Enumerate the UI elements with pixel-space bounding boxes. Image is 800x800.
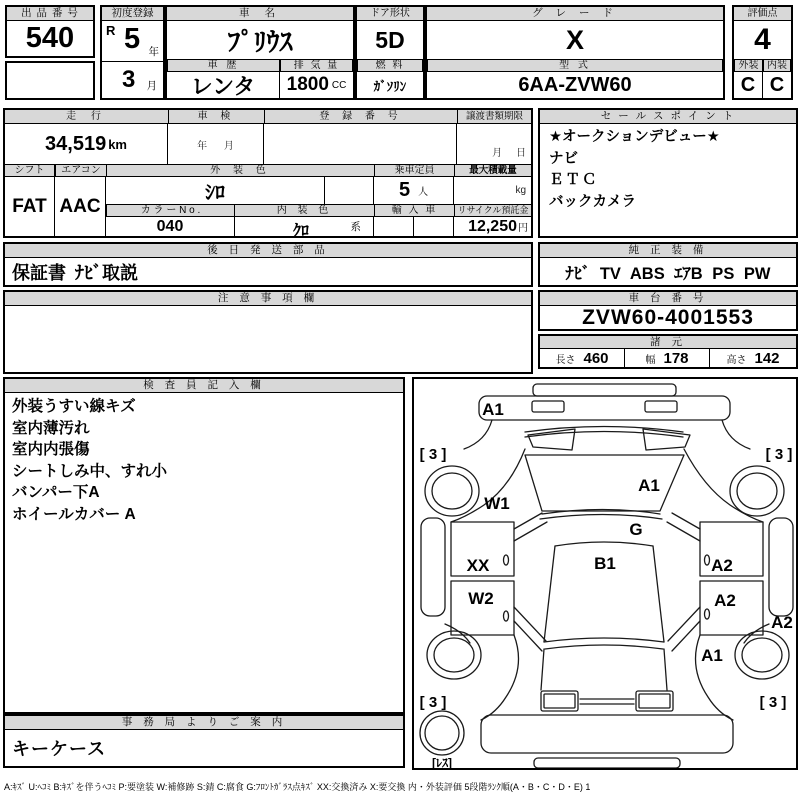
history-label: 車 歴 (167, 59, 280, 72)
dim-length-label: 長さ (555, 354, 576, 366)
oem-equipment-title: 純 正 装 備 (540, 244, 796, 258)
taillight-right-inner (639, 694, 670, 708)
door-shape-label: ドア形状 (357, 7, 423, 21)
first-registration-label: 初度登録 (102, 7, 163, 21)
shift-value: FAT (5, 177, 55, 236)
windshield (525, 455, 684, 511)
cowl-line (542, 510, 660, 515)
exterior-grade-value: C (734, 72, 763, 98)
taillight-left-inner (544, 694, 575, 708)
dim-length-value: 460 (583, 349, 609, 367)
tire-depth-label: [ 3 ] (765, 446, 793, 463)
history-value: レンタ (167, 72, 280, 98)
c-pillar-right-2 (672, 621, 700, 651)
recycle-deposit-value: 12,250 (468, 217, 517, 235)
lot-number-box (5, 5, 95, 58)
dim-width-label: 幅 (645, 354, 656, 366)
imported-cell-1 (374, 217, 414, 236)
damage-mark-W2: W2 (468, 589, 494, 608)
dimensions-box (538, 334, 798, 369)
displacement-value: 1800 (286, 74, 329, 95)
transfer-deadline-value: 月 日 (492, 148, 526, 159)
dimensions-title: 諸 元 (540, 336, 796, 349)
rear-window-edge (544, 638, 664, 642)
transfer-deadline-label: 譲渡書類期限 (457, 109, 532, 124)
dim-height-value: 142 (754, 349, 780, 367)
a-pillar-right-2 (667, 522, 700, 541)
damage-mark-W1: W1 (484, 494, 510, 513)
model-code-value: 6AA-ZVW60 (518, 73, 632, 96)
score-label: 評価点 (734, 7, 791, 21)
chassis-no-value: ZVW60-4001553 (582, 305, 754, 329)
damage-mark-A1: A1 (701, 646, 723, 665)
shift-label: シフト (4, 164, 55, 177)
interior-color-suffix: 系 (350, 221, 361, 233)
grade-box (425, 5, 725, 100)
sales-point-item: ★オークションデビュー★ (549, 129, 720, 145)
mileage-label: 走 行 (4, 109, 169, 124)
sales-point-item: ＥＴＣ (549, 172, 599, 188)
damage-mark-A1: A1 (638, 476, 660, 495)
max-load-value: kg (515, 185, 526, 196)
damage-mark-A2: A2 (714, 591, 736, 610)
cautions-value (5, 306, 531, 372)
roof-right-edge (653, 546, 664, 642)
oem-equipment-box (538, 242, 798, 287)
exterior-color-value: ｼﾛ (106, 177, 325, 204)
front-right-wheel-inner (737, 473, 777, 509)
door-shape-value: 5D (375, 26, 405, 53)
year-suffix: 年 (148, 46, 159, 58)
sales-point-item: ナビ (549, 150, 578, 167)
dim-width-value: 178 (663, 349, 689, 367)
a-pillar-left-2 (514, 522, 547, 541)
era-value: R (106, 23, 116, 38)
recycle-deposit-unit: 円 (518, 223, 528, 234)
left-rear-door-handle (504, 611, 509, 621)
damage-mark-G: G (629, 520, 643, 539)
registration-no-value (264, 124, 457, 164)
front-left-fender-line (464, 420, 492, 449)
color-no-value: 040 (106, 217, 235, 236)
inspector-notes-box (3, 377, 405, 714)
fuel-label: 燃 料 (357, 59, 423, 72)
inspector-note-line: バンパー下A (12, 484, 100, 501)
left-sill (421, 518, 445, 616)
inspector-note-line: ホイールカバー A (12, 505, 136, 523)
tire-depth-label: [ 3 ] (759, 694, 787, 711)
aircon-label: エアコン (55, 164, 107, 177)
inspector-note-line: シートしみ中、すれ小 (12, 462, 168, 480)
later-parts-title: 後 日 発 送 部 品 (5, 244, 531, 258)
car-damage-diagram (412, 377, 798, 770)
exterior-grade-label: 外装 (734, 59, 763, 72)
sales-points-title: セ ー ル ス ポ イ ン ト (540, 110, 796, 124)
dim-height-label: 高さ (726, 354, 747, 366)
reg-year-value: 5 (124, 23, 141, 55)
vehicle-info-table (3, 108, 533, 238)
inspector-note-line: 外装うすい線キズ (12, 398, 136, 415)
spare-tire (420, 711, 464, 755)
first-registration-box (100, 5, 165, 100)
interior-grade-label: 内装 (763, 59, 791, 72)
sales-points-list (542, 127, 794, 213)
exterior-color-label: 外 装 色 (106, 164, 375, 177)
displacement-unit: CC (331, 79, 347, 91)
office-notice-value: キーケース (12, 739, 107, 759)
damage-mark-A2: A2 (771, 613, 793, 632)
sales-points-box (538, 108, 798, 238)
interior-color-value: ｸﾛ (293, 223, 310, 240)
inspector-note-line: 室内薄汚れ (12, 419, 90, 437)
damage-mark-A2: A2 (711, 556, 733, 575)
displacement-label: 排 気 量 (280, 59, 353, 72)
inspection-value: 年 月 (168, 124, 264, 164)
legend-text: A:ｷｽﾞ U:ﾍｺﾐ B:ｷｽﾞを伴うﾍｺﾐ P:要塗装 W:補修跡 S:錆 C:腐食 G:ﾌﾛﾝﾄｶﾞﾗｽ点ｷｽﾞ XX:交換済み X:要交換 内・外装評価 5段階ﾗﾝｸ順(A・B・C・D・E) 1 (4, 782, 591, 792)
front-bumper (479, 396, 730, 420)
spare-tire-label: [ﾚｽ] (432, 756, 452, 768)
trunk-right-edge (664, 649, 667, 690)
right-sill (769, 518, 793, 616)
office-notice-title: 事 務 局 よ り ご 案 内 (5, 716, 403, 730)
car-outline-drawing (414, 379, 796, 768)
fuel-value: ｶﾞｿﾘﾝ (373, 78, 407, 94)
recycle-deposit-label: リサイクル預託金 (454, 204, 532, 217)
sales-point-item: バックカメラ (549, 193, 636, 210)
capacity-value: 5 (398, 179, 411, 201)
lot-number-label: 出 品 番 号 (7, 7, 93, 21)
rear-right-fender-line (744, 624, 769, 643)
front-license-strip (533, 384, 676, 396)
mileage-unit: km (108, 136, 127, 152)
interior-color-label: 内 装 色 (234, 204, 375, 217)
trunk-left-edge (541, 649, 544, 690)
front-bumper-detail-right (645, 401, 677, 412)
later-parts-value: 保証書 ﾅﾋﾞ取説 (12, 262, 139, 283)
mileage-value: 34,519 (45, 132, 107, 155)
left-front-door-handle (504, 555, 509, 565)
inspector-note-line: 室内内張傷 (12, 441, 90, 458)
inspection-label: 車 検 (168, 109, 265, 124)
car-name-label: 車 名 (167, 7, 353, 21)
interior-grade-value: C (769, 73, 785, 96)
imported-label: 輸 入 車 (374, 204, 455, 217)
rear-bumper (481, 715, 733, 753)
chassis-no-title: 車 台 番 号 (540, 292, 796, 306)
damage-mark-A1: A1 (482, 400, 504, 419)
tire-depth-label: [ 3 ] (419, 694, 447, 711)
grade-value: X (565, 24, 584, 55)
rear-right-wheel-inner (742, 638, 782, 672)
roof-front-edge (555, 542, 653, 546)
damage-mark-XX: XX (466, 556, 490, 575)
color-no-label: カ ラ ー N o . (106, 204, 235, 217)
damage-mark-B1: B1 (594, 554, 616, 573)
car-name-box (165, 5, 355, 100)
imported-cell-2 (414, 217, 454, 236)
later-parts-box (3, 242, 533, 287)
spare-tire-inner (425, 716, 459, 750)
car-name-value: ﾌﾟﾘｳｽ (227, 26, 293, 57)
score-box (732, 5, 793, 100)
inspector-notes-list (5, 396, 403, 525)
rear-window-edge-2 (545, 645, 663, 649)
rear-left-wheel-inner (434, 638, 474, 672)
rear-left-fender-curve (481, 635, 519, 720)
right-rear-door-handle (705, 609, 710, 619)
month-suffix: 月 (146, 80, 157, 92)
capacity-unit: 人 (418, 187, 429, 198)
c-pillar-left (514, 607, 546, 641)
chassis-no-box (538, 290, 798, 331)
c-pillar-left-2 (514, 621, 542, 651)
office-notice-box (3, 714, 405, 768)
registration-no-label: 登 録 番 号 (264, 109, 458, 124)
front-bumper-detail-left (532, 401, 564, 412)
score-value: 4 (754, 23, 771, 56)
roof-left-edge (544, 546, 555, 642)
oem-equipment-value: ﾅﾋﾞ TV ABS ｴｱB PS PW (565, 264, 771, 283)
cautions-title: 注 意 事 項 欄 (5, 292, 531, 306)
exterior-color-sub-cell (325, 177, 374, 204)
rear-license-strip (534, 758, 680, 768)
front-left-wheel-inner (432, 473, 472, 509)
cautions-box (3, 290, 533, 374)
reg-month-value: 3 (122, 66, 136, 93)
lot-number-blank-cell (5, 61, 95, 100)
cowl-line-2 (540, 515, 662, 520)
grade-label: グ レ ー ド (427, 7, 723, 21)
capacity-label: 乗車定員 (374, 164, 455, 177)
front-right-fender-curve (684, 449, 763, 522)
max-load-label: 最大積載量 (454, 164, 532, 177)
c-pillar-right (668, 607, 700, 641)
door-shape-box (355, 5, 425, 100)
front-right-fender-line (722, 420, 750, 449)
inspector-notes-title: 検 査 員 記 入 欄 (5, 379, 403, 393)
lot-number-value: 540 (25, 22, 75, 54)
aircon-value: AAC (55, 177, 106, 236)
right-front-door-handle (705, 555, 710, 565)
model-code-label: 型 式 (427, 59, 723, 72)
tire-depth-label: [ 3 ] (419, 446, 447, 463)
